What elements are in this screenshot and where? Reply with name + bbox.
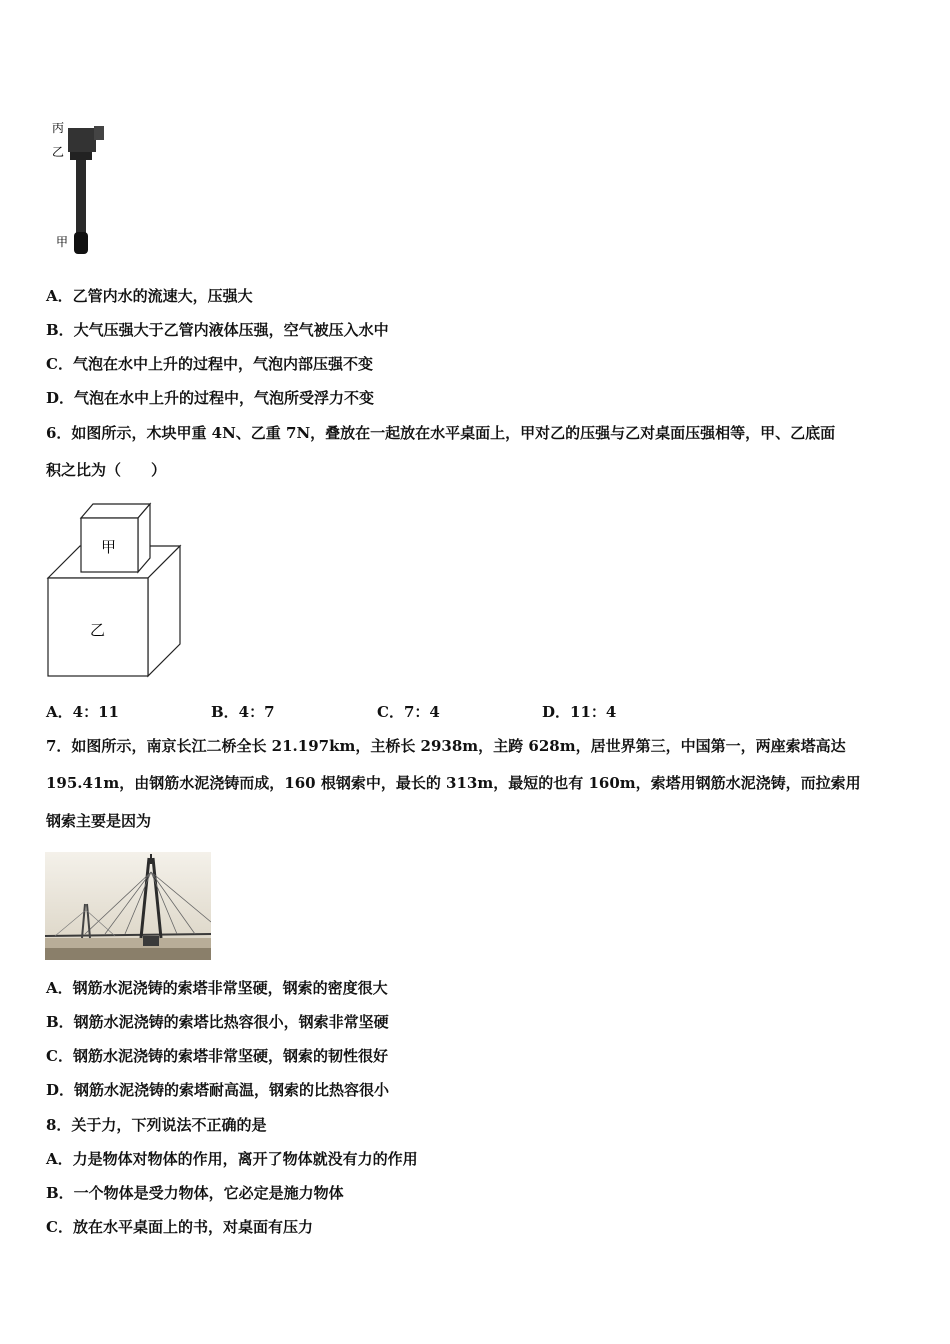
q5-option-c: C．气泡在水中上升的过程中，气泡内部压强不变 [46, 355, 373, 373]
blocks-drawing [44, 500, 184, 682]
q8-option-c: C．放在水平桌面上的书，对桌面有压力 [46, 1218, 313, 1236]
label-jia: 甲 [56, 235, 69, 249]
block-label-jia: 甲 [101, 538, 117, 556]
label-bing: 丙 [52, 121, 65, 135]
bridge-drawing [45, 852, 211, 960]
pump-figure [50, 118, 120, 258]
q5-option-b: B．大气压强大于乙管内液体压强，空气被压入水中 [46, 321, 389, 339]
q6-option-b: B．4：7 [211, 703, 275, 721]
label-yi: 乙 [52, 145, 65, 159]
q8-option-b: B．一个物体是受力物体，它必定是施力物体 [46, 1184, 344, 1202]
q7-stem-line2: 195.41m，由钢筋水泥浇铸而成，160 根钢索中，最长的 313m，最短的也有 160m，索塔用钢筋水泥浇铸，而拉索用 [46, 774, 861, 792]
q7-option-a: A．钢筋水泥浇铸的索塔非常坚硬，钢索的密度很大 [46, 979, 388, 997]
q6-stem-line2: 积之比为（ ） [46, 461, 167, 479]
block-label-yi: 乙 [90, 621, 106, 639]
q6-option-d: D．11：4 [542, 703, 617, 721]
q7-option-c: C．钢筋水泥浇铸的索塔非常坚硬，钢索的韧性很好 [46, 1047, 388, 1065]
blocks-figure [44, 500, 184, 682]
q7-option-b: B．钢筋水泥浇铸的索塔比热容很小，钢索非常坚硬 [46, 1013, 389, 1031]
q8-stem: 8．关于力，下列说法不正确的是 [46, 1116, 267, 1134]
q8-option-a: A．力是物体对物体的作用，离开了物体就没有力的作用 [46, 1150, 418, 1168]
pump-drawing [50, 118, 120, 258]
q6-option-a: A．4：11 [46, 703, 119, 721]
q7-option-d: D．钢筋水泥浇铸的索塔耐高温，钢索的比热容很小 [46, 1081, 390, 1099]
q7-stem-line3: 钢索主要是因为 [46, 812, 152, 830]
q6-option-c: C．7：4 [377, 703, 440, 721]
q7-stem-line1: 7．如图所示，南京长江二桥全长 21.197km，主桥长 2938m，主跨 628m，居世界第三，中国第一，两座索塔高达 [46, 737, 846, 755]
q5-option-a: A．乙管内水的流速大，压强大 [46, 287, 253, 305]
q6-stem-line1: 6．如图所示，木块甲重 4N、乙重 7N，叠放在一起放在水平桌面上，甲对乙的压强与乙对桌面压强相等，甲、乙底面 [46, 424, 836, 442]
bridge-photo [45, 852, 211, 960]
q5-option-d: D．气泡在水中上升的过程中，气泡所受浮力不变 [46, 389, 375, 407]
